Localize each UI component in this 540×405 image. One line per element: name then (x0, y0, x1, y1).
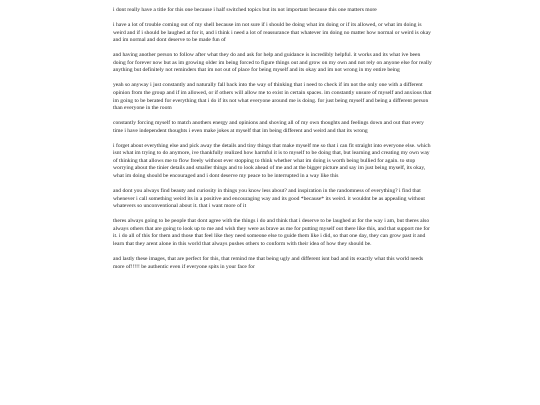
paragraph: i forget about everything else and pick away the details and tiny things that make myself me so that i can fit straight into everyone else. which isnt what im trying to do anymore, ive thankfully realized how harmful it is to myself to be doing that, but learning and creating my own way of thinking that allows me to flow freely without ever stopping to think whether what im doing is worth being bullied for again. to stop worrying about the tinier details and smaller things and to look ahead of me and at the bigger picture and say im just being myself, its okay, what im doing should be encouraged and i dont deserve my peace to be interrupted in a way like this (113, 142, 431, 180)
paragraph: i have a lot of trouble coming out of my shell because im not sure if i should be doing what im doing or if its allowed, or what im doing is weird and if i should be laughed at for it, and i think i need a lot of reassurance that whatever im doing no matter how normal or weird is okay and im normal and dont deserve to be made fun of (113, 21, 431, 44)
paragraph: and having another person to follow after what they do and ask for help and guidance is incredibly helpful. it works and its what ive been doing for forever now but as im growing older im being forced to figure things out and grow on my own and not rely on anyone else for really anything but definitely not reminders that im not out of place for being myself and its okay and im not wrong in my entire being (113, 52, 432, 74)
document-body (113, 7, 433, 279)
paragraph: constantly forcing myself to match anothers energy and opinions and shoving all of my own thoughts and feelings down and out that every time i have independent thoughts i even make jokes at myself that im being different and weird and that its wrong (113, 120, 424, 134)
paragraph-title-note: i dont really have a title for this one because i half switched topics but its not important because this one matters more (113, 7, 377, 13)
paragraph: theres always going to be people that dont agree with the things i do and think that i deserve to be laughed at for the way i am, but theres also always others that are going to look up to me and wish they were as brave as me for putting myself out there like this, and that support me for it. i do all of this for them and those that feel like they need someone else to guide them like i did, so that one day, they can grow past it and learn that they arent alone in this world that always pushes others to conform with their idea of how they should be. (113, 218, 430, 247)
paragraph: and dont you always find beauty and curiosity in things you know less about? and inspiration in the randomness of everything? i find that whenever i call something weird its in a positive and encouraging way and its good *because* its weird. it wouldnt be as appealing without whatevers so unconventional about it. that i want more of it (113, 188, 425, 210)
paragraph: yeah so anyway i just constantly and naturally fall back into the way of thinking that i need to check if im not the only one with a different opinion from the group and if im allowed, or if others will allow me to exist in certain spaces. im constantly unsure of myself and anxious that im going to be berated for everything that i do if its not what everyone around me is doing. for just being myself and being a different person than everyone in the room (113, 82, 432, 112)
paragraph: and lastly these images, that are perfect for this, that remind me that being ugly and different isnt bad and its exactly what this world needs more of!!!!! be authentic even if everyone spits in your face for (113, 255, 424, 270)
